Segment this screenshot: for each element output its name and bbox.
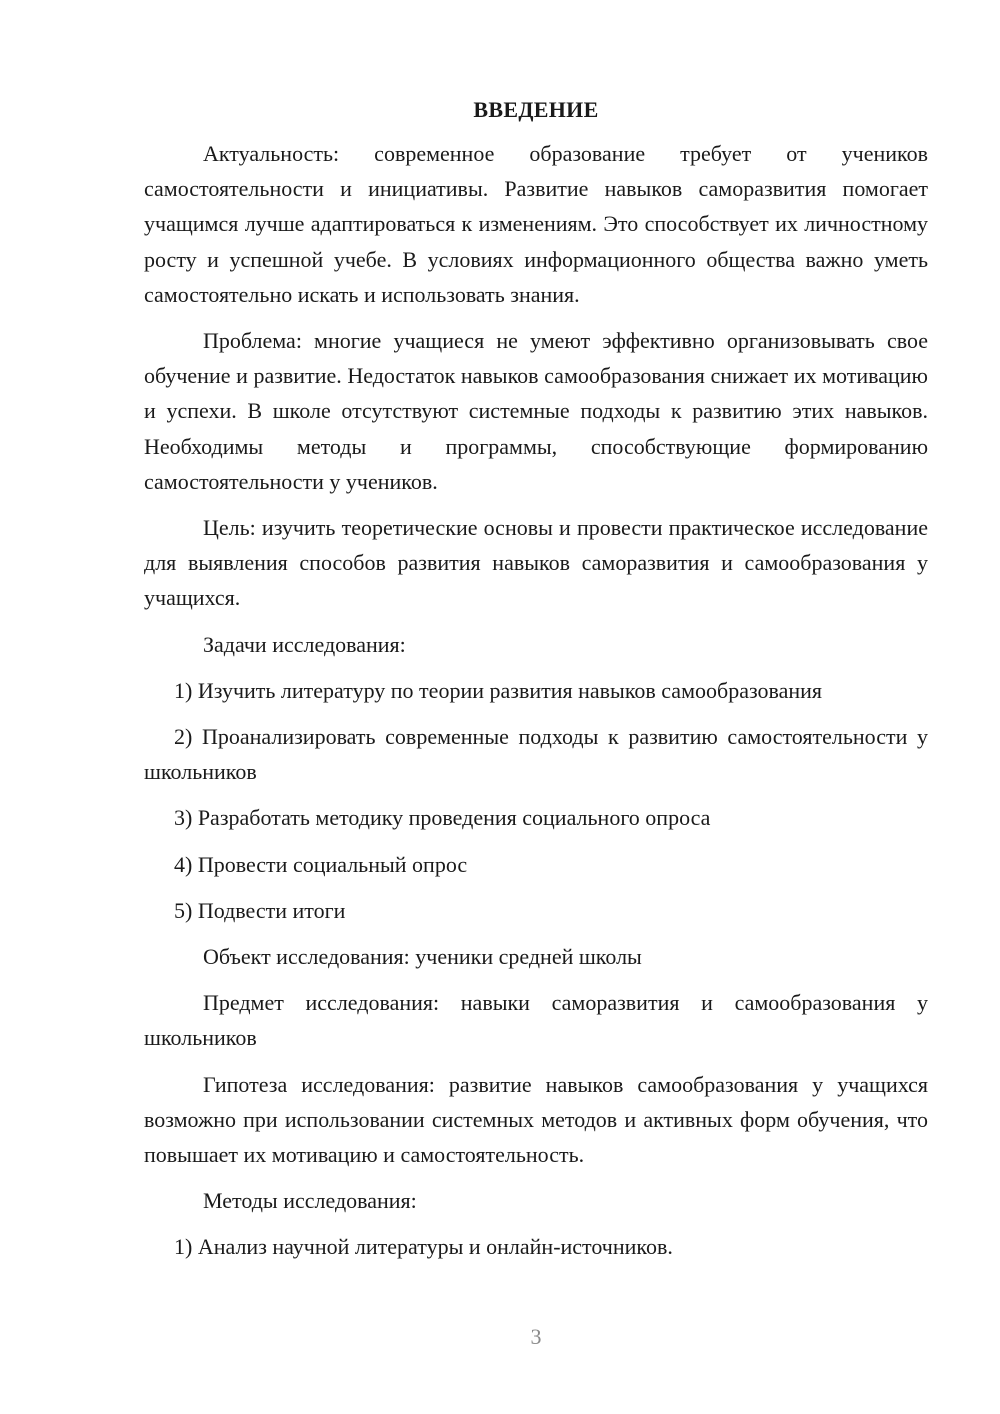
task-item-2: 2) Проанализировать современные подходы к развитию самостоятельности у школьников [144,724,928,785]
section-title: ВВЕДЕНИЕ [473,97,599,122]
paragraph-hypothesis: Гипотеза исследования: развитие навыков самообразования у учащихся возможно при использовании системных методов и активных форм обучения, что повышает их мотивацию и самостоятельность. [144,1071,928,1168]
tasks-heading: Задачи исследования: [203,631,406,657]
paragraph-problem: Проблема: многие учащиеся не умеют эффективно организовывать свое обучение и развитие. Недостаток навыков самообразования снижает их мотивацию и успехи. В школе отсутствуют системные подходы к развитию этих навыков. Необходимы методы и программы, способствующие формированию самостоятельности у учеников. [144,328,928,494]
paragraph-subject: Предмет исследования: навыки саморазвития и самообразования у школьников [144,990,928,1051]
method-item-1: 1) Анализ научной литературы и онлайн-источников. [174,1234,673,1260]
paragraph-goal: Цель: изучить теоретические основы и провести практическое исследование для выявления способов развития навыков саморазвития и самообразования у учащихся. [144,515,928,611]
document-page [144,92,928,1276]
task-item-3: 3) Разработать методику проведения социального опроса [174,805,711,831]
task-item-5: 5) Подвести итоги [174,897,346,923]
task-item-4: 4) Провести социальный опрос [174,851,468,877]
paragraph-object: Объект исследования: ученики средней школы [203,944,642,970]
methods-heading: Методы исследования: [203,1188,417,1214]
page-number: 3 [530,1324,542,1349]
paragraph-relevance: Актуальность: современное образование требует от учеников самостоятельности и инициативы. Развитие навыков саморазвития помогает учащимся лучше адаптироваться к изменениям. Это способствует их личностному росту и успешной учебе. В условиях информационного общества важно уметь самостоятельно искать и использовать знания. [144,141,928,307]
task-item-1: 1) Изучить литературу по теории развития навыков самообразования [174,677,823,703]
